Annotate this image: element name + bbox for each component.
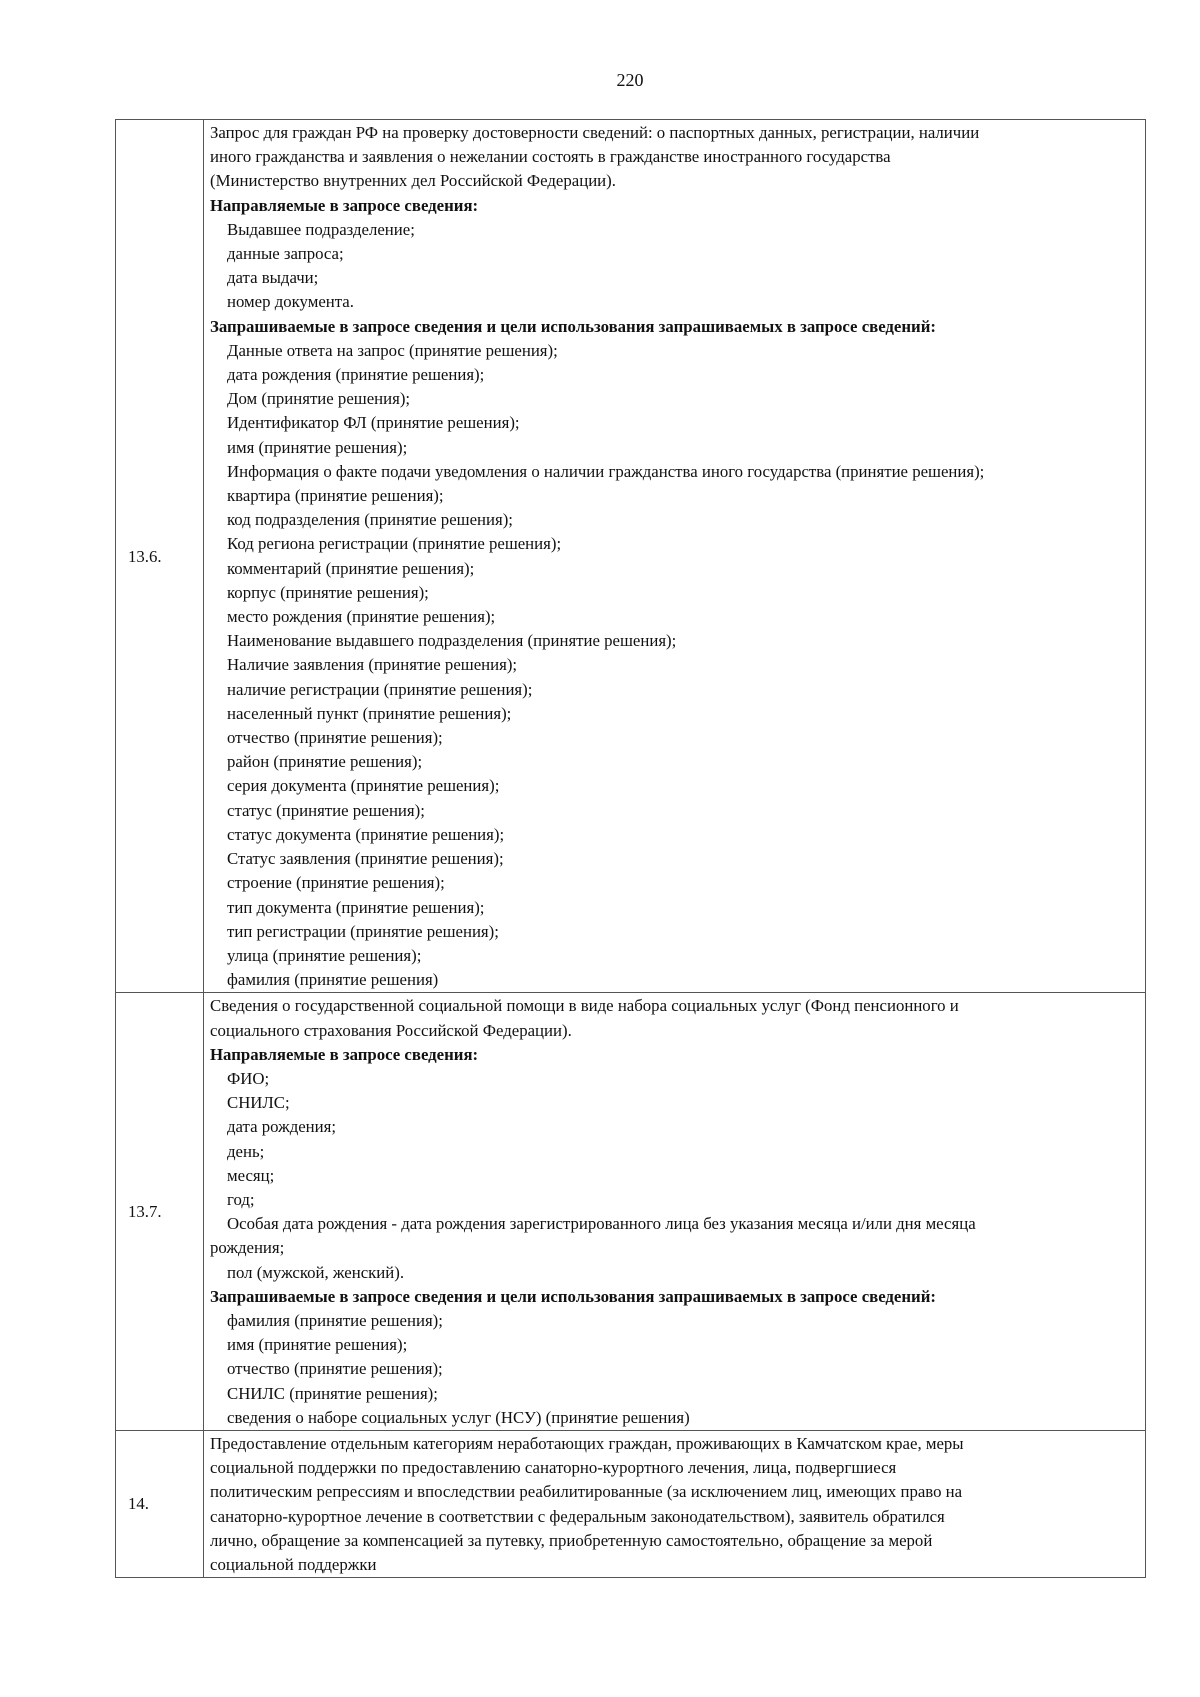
text-line: район (принятие решения);: [227, 752, 423, 772]
page-number: 220: [616, 70, 644, 90]
text-line: Выдавшее подразделение;: [227, 219, 415, 239]
row-content: [204, 993, 1146, 1431]
text-line: лично, обращение за компенсацией за путевку, приобретенную самостоятельно, обращение за мерой: [210, 1530, 933, 1550]
text-line: (Министерство внутренних дел Российской Федерации).: [210, 171, 616, 191]
text-line: Предоставление отдельным категориям неработающих граждан, проживающих в Камчатском крае, меры: [210, 1433, 964, 1453]
text-line: фамилия (принятие решения);: [227, 1310, 443, 1330]
text-line: рождения;: [210, 1238, 285, 1258]
text-line: Дом (принятие решения);: [227, 389, 411, 409]
text-line: код подразделения (принятие решения);: [227, 510, 513, 530]
text-line: Информация о факте подачи уведомления о наличии гражданства иного государства (принятие решения);: [227, 461, 985, 481]
section-heading: Запрашиваемые в запросе сведения и цели использования запрашиваемых в запросе сведений:: [210, 1286, 936, 1306]
text-line: день;: [227, 1141, 265, 1161]
text-line: улица (принятие решения);: [227, 945, 422, 965]
text-line: Код региона регистрации (принятие решения);: [227, 534, 562, 554]
text-line: Идентификатор ФЛ (принятие решения);: [227, 413, 520, 433]
text-line: ФИО;: [227, 1068, 270, 1088]
text-line: СНИЛС;: [227, 1093, 290, 1113]
text-line: иного гражданства и заявления о нежелании состоять в гражданстве иностранного государства: [210, 147, 891, 167]
text-line: Особая дата рождения - дата рождения зарегистрированного лица без указания месяца и/или дня месяца: [227, 1214, 976, 1234]
text-line: строение (принятие решения);: [227, 873, 445, 893]
text-line: данные запроса;: [227, 244, 344, 264]
text-line: наличие регистрации (принятие решения);: [227, 679, 533, 699]
text-line: Запрос для граждан РФ на проверку достоверности сведений: о паспортных данных, регистрации, наличии: [210, 123, 980, 142]
text-line: статус документа (принятие решения);: [227, 824, 505, 844]
text-line: социальной поддержки: [210, 1554, 377, 1574]
row-number: 14.: [116, 1430, 204, 1577]
text-line: номер документа.: [227, 292, 354, 312]
text-line: Наименование выдавшего подразделения (принятие решения);: [227, 631, 677, 651]
text-line: социального страхования Российской Федерации).: [210, 1020, 572, 1040]
text-line: имя (принятие решения);: [227, 1335, 408, 1355]
text-line: санаторно-курортное лечение в соответствии с федеральным законодательством), заявитель обратился: [210, 1506, 945, 1526]
section-heading: Направляемые в запросе сведения:: [210, 1044, 479, 1064]
table-row: [116, 1430, 1146, 1577]
table-body: [116, 120, 1146, 1578]
text-line: населенный пункт (принятие решения);: [227, 703, 512, 723]
text-line: имя (принятие решения);: [227, 437, 408, 457]
row-content: [204, 120, 1146, 993]
text-line: сведения о наборе социальных услуг (НСУ) (принятие решения): [227, 1407, 690, 1427]
text-line: серия документа (принятие решения);: [227, 776, 500, 796]
text-line: место рождения (принятие решения);: [227, 607, 496, 627]
text-line: социальной поддержки по предоставлению санаторно-курортного лечения, лица, подвергшиеся: [210, 1458, 897, 1478]
text-line: Статус заявления (принятие решения);: [227, 849, 504, 869]
text-line: пол (мужской, женский).: [227, 1262, 405, 1282]
row-number: 13.6.: [116, 120, 204, 993]
section-heading: Запрашиваемые в запросе сведения и цели использования запрашиваемых в запросе сведений:: [210, 316, 936, 336]
text-line: фамилия (принятие решения): [227, 970, 439, 990]
text-line: Сведения о государственной социальной помощи в виде набора социальных услуг (Фонд пенсионного и: [210, 996, 959, 1016]
text-line: Данные ответа на запрос (принятие решения);: [227, 340, 558, 360]
text-line: дата рождения (принятие решения);: [227, 365, 485, 385]
table-row: [116, 120, 1146, 993]
text-line: дата рождения;: [227, 1117, 337, 1137]
text-line: отчество (принятие решения);: [227, 1359, 443, 1379]
text-line: квартира (принятие решения);: [227, 486, 444, 506]
text-line: комментарий (принятие решения);: [227, 558, 475, 578]
text-line: дата выдачи;: [227, 268, 319, 288]
text-line: тип документа (принятие решения);: [227, 897, 485, 917]
text-line: отчество (принятие решения);: [227, 728, 443, 748]
text-line: СНИЛС (принятие решения);: [227, 1383, 438, 1403]
text-line: Наличие заявления (принятие решения);: [227, 655, 518, 675]
text-line: месяц;: [227, 1165, 275, 1185]
section-heading: Направляемые в запросе сведения:: [210, 195, 479, 215]
row-number: 13.7.: [116, 993, 204, 1431]
row-content: [204, 1430, 1146, 1577]
text-line: корпус (принятие решения);: [227, 582, 429, 602]
table-row: [116, 993, 1146, 1431]
text-line: статус (принятие решения);: [227, 800, 425, 820]
text-line: политическим репрессиям и впоследствии реабилитированные (за исключением лиц, имеющих право на: [210, 1482, 963, 1502]
text-line: год;: [227, 1189, 255, 1209]
text-line: тип регистрации (принятие решения);: [227, 921, 499, 941]
document-table: [115, 119, 1146, 1578]
